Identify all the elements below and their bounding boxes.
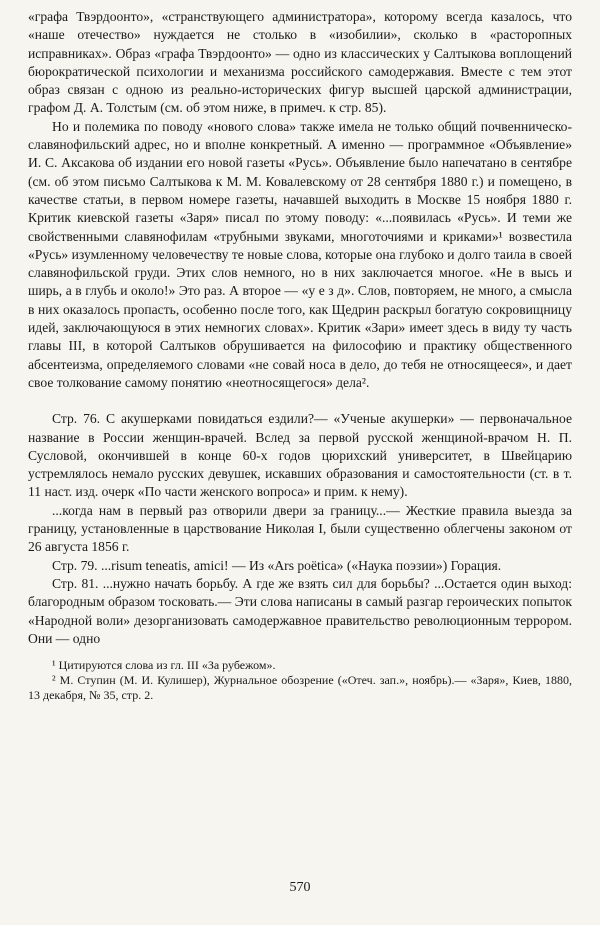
page-number: 570 bbox=[289, 880, 311, 895]
footnote-2: ² М. Ступин (М. И. Кулишер), Журнальное обозрение («Отеч. зап.», ноябрь).— «Заря», Киев, 1880, 13 декабря, № 35, стр. 2. bbox=[28, 673, 572, 703]
paragraph-new-word-polemic: Но и полемика по поводу «нового слова» также имела не только общий почвенническо-славянофильский адрес, но и вполне конкретный. А именно — программное «Объявление» И. С. Аксакова об издании его новой газеты «Русь». Объявление было напечатано в сентябре (см. об этом письмо Салтыкова к М. М. Ковалевскому от 28 сентября 1880 г.) и помещено, в качестве статьи, в первом номере газеты, начавшей выходить в Москве 15 ноября 1880 г. Критик киевской газеты «Заря» писал по этому поводу: «...появилась «Русь». И теми же свойственными славянофилам «трубными звуками, многоточиями и криками»¹ возвестила «Русь» изумленному человечеству те новые слова, которые она глубоко и долго таила в своей славянофильской груди. Этих слов немного, но в них заключается многое. «Не в высь и ширь, а в глубь и около!» Это раз. А второе — «у е з д». Слов, повторяем, не много, а смысла в них оказалось пропасть, особенно после того, как Щедрин раскрыл богатую сокровищницу идей, заключающуюся в этих немногих словах». Критик «Зари» имеет здесь в виду ту часть главы III, в которой Салтыков обрушивается на философию и практику общественного абсентеизма, определяемого словами «не совай носа в дело, до тебя не относящееся», и дает свое толкование самому понятию «неотносящегося» дела². bbox=[28, 118, 572, 390]
footnotes bbox=[28, 658, 572, 703]
note-abroad: ...когда нам в первый раз отворили двери за границу...— Жесткие правила выезда за границу, установленные в царствование Николая I, были существенно облегчены законом от 26 августа 1856 г. bbox=[28, 502, 572, 555]
section-gap bbox=[28, 392, 572, 410]
note-page-76: Стр. 76. С акушерками повидаться ездили?— «Ученые акушерки» — первоначальное название в России женщин-врачей. Вслед за первой русской женщиной-врачом Н. П. Сусловой, окончившей в конце 60-х годов цюрихский университет, в Швейцарию устремлялось немало русских девушек, искавших образования и самостоятельности (ст. в т. 11 наст. изд. очерк «По части женского вопроса» и прим. к нему). bbox=[28, 411, 572, 500]
footnote-1: ¹ Цитируются слова из гл. III «За рубежом». bbox=[52, 658, 276, 673]
note-page-81: Стр. 81. ...нужно начать борьбу. А где же взять сил для борьбы? ...Остается один выход: благородным образом тосковать.— Эти слова написаны в самый разгар героических попыток «Народной воли» дезорганизовать самодержавное правительство революционным террором. Они — одно bbox=[28, 575, 572, 646]
note-page-79: Стр. 79. ...risum teneatis, amici! — Из «Ars poëtica» («Наука поэзии») Горация. bbox=[52, 557, 502, 573]
paragraph-graf-tverdoonto: «графа Твэрдоонто», «странствующего администратора», которому всегда казалось, что «наше отечество» нуждается не столько в «изобилии», сколько в «расторопных исправниках». Образ «графа Твэрдоонто» — одно из классических у Салтыкова воплощений бюрократической психологии и механизма российского самодержавия. Вместе с тем этот образ связан с одною из реально-исторических фигур высшей царской администрации, графом Д. А. Толстым (см. об этом ниже, в примеч. к стр. 85). bbox=[28, 9, 572, 116]
